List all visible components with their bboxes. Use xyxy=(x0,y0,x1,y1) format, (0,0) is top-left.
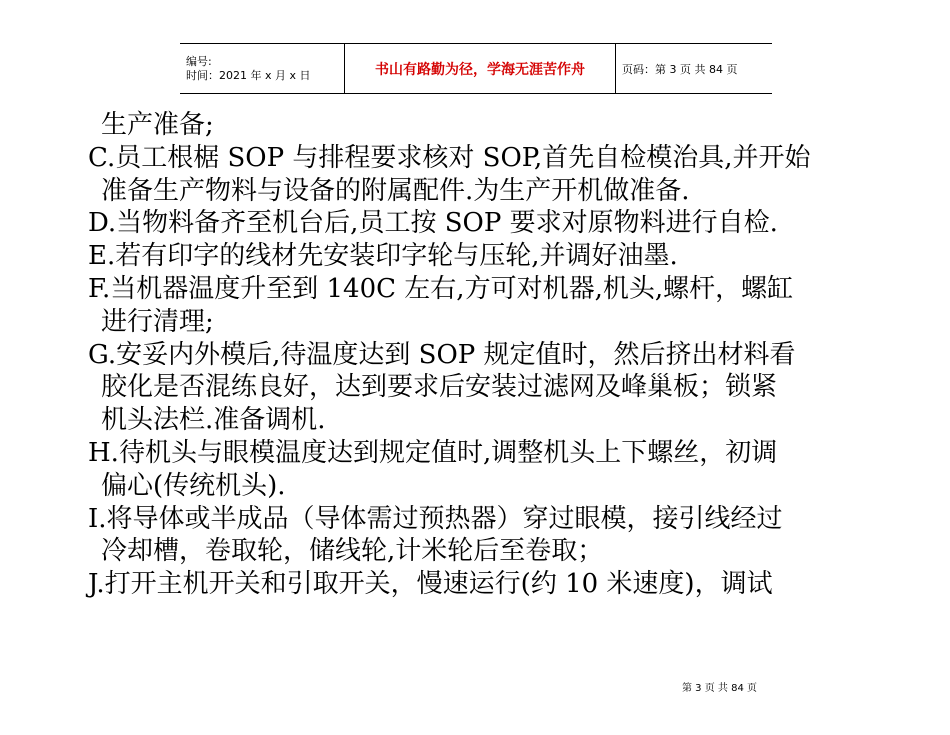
document-number-label: 编号: xyxy=(186,54,212,68)
body-line: C.员工根椐 SOP 与排程要求核对 SOP,首先自检模治具,并开始 xyxy=(88,142,811,173)
body-line: 冷却槽，卷取轮，储线轮,计米轮后至卷取； xyxy=(101,536,604,567)
body-line: 机头法栏.准备调机. xyxy=(101,405,326,436)
header-page-info: 页码：第 3 页 共 84 页 xyxy=(616,44,773,94)
body-line: H.待机头与眼模温度达到规定值时,调整机头上下螺丝，初调 xyxy=(88,437,778,468)
body-line: 进行清理; xyxy=(101,306,214,337)
body-line: D.当物料备齐至机台后,员工按 SOP 要求对原物料进行自检. xyxy=(88,208,778,239)
header-meta xyxy=(180,44,345,94)
body-line: 偏心(传统机头). xyxy=(101,470,286,501)
body-line: F.当机器温度升至到 140C 左右,方可对机器,机头,螺杆，螺缸 xyxy=(88,273,794,304)
body-line: 生产准备; xyxy=(101,110,214,140)
body-line: 准备生产物料与设备的附属配件.为生产开机做准备. xyxy=(101,175,690,206)
header-motto: 书山有路勤为径，学海无涯苦作舟 xyxy=(345,44,616,94)
document-date: 时间：2021 年 x 月 x 日 xyxy=(186,68,311,82)
page-footer: 第 3 页 共 84 页 xyxy=(682,683,757,694)
body-line: G.安妥内外模后,待温度达到 SOP 规定值时，然后挤出材料看 xyxy=(88,339,796,370)
body-line: E.若有印字的线材先安装印字轮与压轮,并调好油墨. xyxy=(88,241,678,272)
body-line: 胶化是否混练良好，达到要求后安装过滤网及峰巢板；锁紧 xyxy=(101,372,778,403)
document-body xyxy=(88,109,878,601)
document-header xyxy=(180,43,772,94)
body-line: I.将导体或半成品（导体需过预热器）穿过眼模，接引线经过 xyxy=(88,503,783,534)
body-line: J.打开主机开关和引取开关，慢速运行(约 10 米速度)，调试 xyxy=(88,569,773,600)
